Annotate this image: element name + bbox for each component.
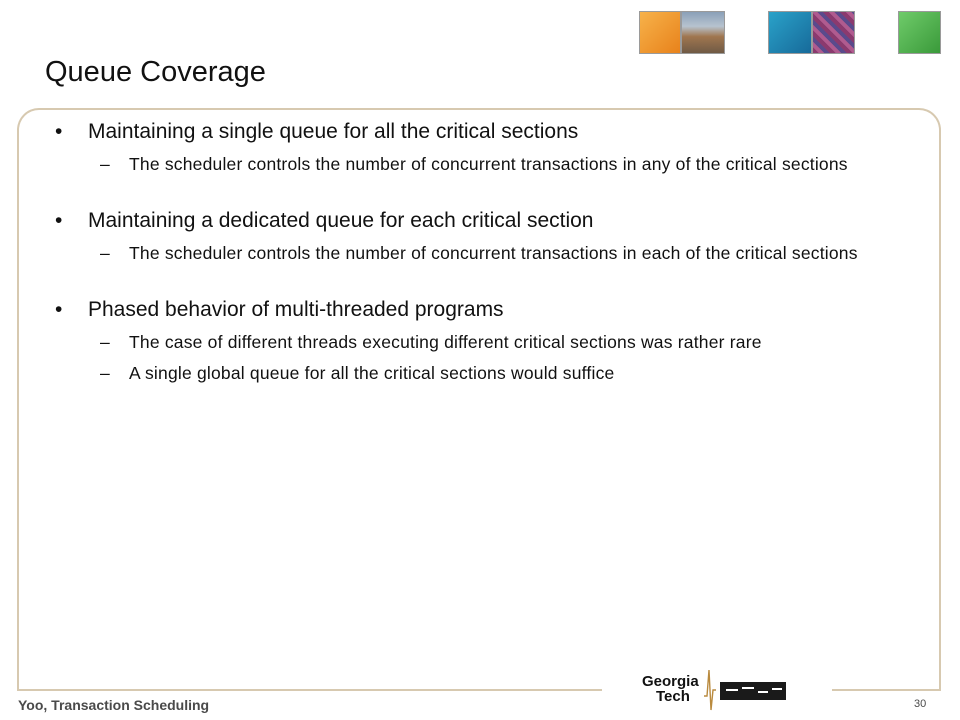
bullet-item — [55, 295, 915, 325]
logo-waveform-icon — [704, 666, 716, 712]
bullet-block-1 — [55, 117, 915, 178]
sub-bullet-item — [100, 151, 915, 178]
bullet-mark: • — [55, 209, 63, 232]
sub-bullet-text: The case of different threads executing different critical sections was rather rare — [129, 332, 762, 352]
green-tile-image — [898, 11, 941, 54]
logo-tech-text: Tech — [656, 688, 690, 705]
mars-logo-mark — [720, 682, 786, 700]
slide-page-number: 30 — [914, 698, 927, 710]
slide-title: Queue Coverage — [45, 56, 266, 88]
frame-bottom-line-right — [832, 689, 941, 691]
bullet-block-2 — [55, 206, 915, 267]
bullet-text: Phased behavior of multi-threaded programs — [88, 298, 504, 321]
campus-photo-tile-image — [681, 11, 725, 54]
circuit-photo-tile-image — [812, 11, 855, 54]
sub-bullet-text: The scheduler controls the number of concurrent transactions in any of the critical sections — [129, 154, 848, 174]
sub-bullet-item — [100, 329, 915, 356]
sub-bullet-item — [100, 240, 915, 267]
georgia-tech-wordmark — [642, 674, 699, 704]
sub-bullet-text: The scheduler controls the number of concurrent transactions in each of the critical sections — [129, 243, 858, 263]
sub-bullet-mark: – — [100, 332, 110, 352]
bullet-text: Maintaining a dedicated queue for each critical section — [88, 209, 594, 232]
georgia-tech-mars-logo — [640, 666, 800, 712]
logo-georgia-text: Georgia — [642, 673, 699, 690]
bullet-mark: • — [55, 298, 63, 321]
blue-tile-image — [768, 11, 812, 54]
bullet-item — [55, 206, 915, 236]
sub-bullet-mark: – — [100, 243, 110, 263]
sub-bullet-item — [100, 360, 915, 387]
slide-body — [55, 117, 915, 415]
bullet-mark: • — [55, 120, 63, 143]
bullet-block-3 — [55, 295, 915, 387]
footer-presenter-text: Yoo, Transaction Scheduling — [18, 697, 210, 713]
frame-bottom-line-left — [17, 689, 602, 691]
sub-bullet-mark: – — [100, 154, 110, 174]
bullet-item — [55, 117, 915, 147]
sub-bullet-mark: – — [100, 363, 110, 383]
orange-tile-image — [639, 11, 681, 54]
bullet-text: Maintaining a single queue for all the critical sections — [88, 120, 579, 143]
sub-bullet-text: A single global queue for all the critical sections would suffice — [129, 363, 615, 383]
